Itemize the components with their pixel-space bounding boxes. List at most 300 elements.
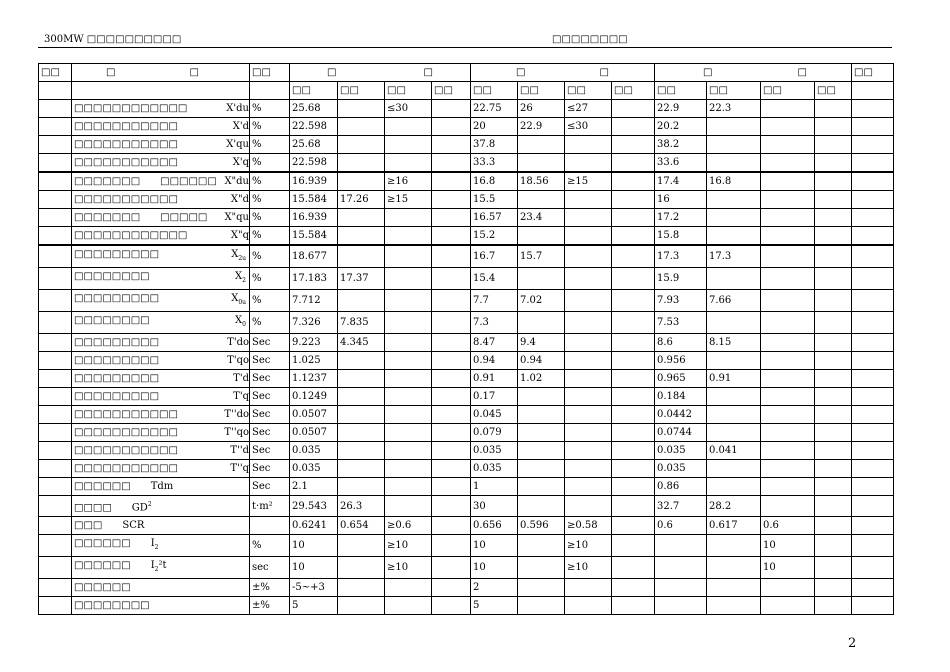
value-cell <box>338 535 385 557</box>
value-cell <box>612 227 655 246</box>
value-cell <box>432 172 471 191</box>
value-cell <box>815 118 852 136</box>
value-cell: 26.3 <box>338 496 385 517</box>
unit-cell: Sec <box>250 388 290 406</box>
remark-cell <box>852 442 894 460</box>
value-cell <box>707 460 761 478</box>
parameter-symbol: X"qu <box>224 212 249 223</box>
unit-cell: Sec <box>250 406 290 424</box>
value-cell <box>432 424 471 442</box>
parameter-name: □□□□□□□□□ <box>74 373 160 384</box>
parameter-cell <box>72 118 250 136</box>
value-cell: 0.041 <box>707 442 761 460</box>
value-cell: 7.7 <box>471 290 518 312</box>
parameter-name: □□□□□□□□□□□ <box>74 139 178 150</box>
value-cell <box>815 406 852 424</box>
value-cell: 37.8 <box>471 136 518 154</box>
value-cell: 10 <box>290 535 338 557</box>
value-cell <box>612 209 655 227</box>
subscript: 2 <box>154 544 159 552</box>
value-cell <box>761 100 815 118</box>
value-cell <box>707 597 761 615</box>
value-cell: 15.584 <box>290 191 338 209</box>
value-cell <box>518 312 565 334</box>
value-cell: 0.035 <box>290 442 338 460</box>
value-cell <box>707 268 761 290</box>
parameter-symbol: $X_0$ <box>235 315 246 328</box>
subheader-cell: □□ <box>761 82 815 100</box>
value-cell: 0.035 <box>655 442 707 460</box>
value-cell <box>385 312 432 334</box>
value-cell: 2.1 <box>290 478 338 496</box>
table-row <box>39 118 894 136</box>
parameter-cell <box>72 334 250 352</box>
value-cell <box>761 118 815 136</box>
value-cell <box>815 442 852 460</box>
unit-cell: ±% <box>250 597 290 615</box>
value-cell: 20.2 <box>655 118 707 136</box>
value-cell <box>565 388 612 406</box>
value-cell <box>612 352 655 370</box>
parameter-cell <box>72 191 250 209</box>
parameter-symbol: T'd <box>233 373 249 384</box>
value-cell: 0.94 <box>471 352 518 370</box>
value-cell: ≤30 <box>565 118 612 136</box>
value-cell <box>338 290 385 312</box>
row-number-cell <box>39 100 72 118</box>
value-cell <box>385 579 432 597</box>
parameter-name: □□□□□□□□□□□ <box>74 445 178 456</box>
parameter-cell <box>72 312 250 334</box>
value-cell <box>655 557 707 579</box>
value-cell <box>707 352 761 370</box>
value-cell: 25.68 <box>290 100 338 118</box>
unit-cell: % <box>250 245 290 268</box>
value-cell <box>338 172 385 191</box>
value-cell <box>612 388 655 406</box>
value-cell <box>815 268 852 290</box>
value-cell <box>432 290 471 312</box>
parameter-symbol: X'du <box>226 103 249 114</box>
table-row <box>39 496 894 517</box>
row-number-cell <box>39 517 72 535</box>
value-cell: 0.035 <box>471 460 518 478</box>
value-cell <box>432 579 471 597</box>
subheader-cell: □□ <box>815 82 852 100</box>
remark-cell <box>852 227 894 246</box>
table-row <box>39 352 894 370</box>
value-cell <box>385 154 432 173</box>
value-cell <box>385 245 432 268</box>
value-cell: 8.6 <box>655 334 707 352</box>
value-cell <box>761 424 815 442</box>
value-cell: 0.0507 <box>290 406 338 424</box>
parameter-name: □□□□□□ Tdm <box>74 481 174 492</box>
table-row <box>39 460 894 478</box>
value-cell <box>385 460 432 478</box>
value-cell: 0.035 <box>290 460 338 478</box>
row-number-cell <box>39 290 72 312</box>
unit-cell: Sec <box>250 424 290 442</box>
value-cell: 25.68 <box>290 136 338 154</box>
parameter-name: □□□□□□□□□□□□ <box>74 103 188 114</box>
value-cell <box>815 597 852 615</box>
value-cell: -5~+3 <box>290 579 338 597</box>
row-number-cell <box>39 312 72 334</box>
value-cell <box>338 370 385 388</box>
value-cell <box>518 424 565 442</box>
unit-cell <box>250 517 290 535</box>
parameter-symbol: T''do <box>224 409 249 420</box>
remark-cell <box>852 136 894 154</box>
row-number-cell <box>39 191 72 209</box>
parameter-cell <box>72 227 250 246</box>
value-cell <box>385 424 432 442</box>
value-cell <box>565 597 612 615</box>
value-cell <box>612 535 655 557</box>
value-cell <box>432 535 471 557</box>
table-row <box>39 154 894 173</box>
value-cell: 0.94 <box>518 352 565 370</box>
value-cell <box>338 406 385 424</box>
value-cell <box>815 557 852 579</box>
value-cell: 18.56 <box>518 172 565 191</box>
value-cell <box>707 227 761 246</box>
table-row <box>39 100 894 118</box>
col-header-unit: □□ <box>250 64 290 82</box>
remark-cell <box>852 172 894 191</box>
unit-cell: % <box>250 136 290 154</box>
value-cell: 9.223 <box>290 334 338 352</box>
header-row-1 <box>39 64 894 82</box>
value-cell: 26 <box>518 100 565 118</box>
subscript: 2u <box>238 255 246 262</box>
value-cell <box>761 136 815 154</box>
value-cell <box>565 478 612 496</box>
parameter-cell <box>72 535 250 557</box>
value-cell: 7.66 <box>707 290 761 312</box>
value-cell <box>707 154 761 173</box>
value-cell: ≥0.58 <box>565 517 612 535</box>
parameter-name-tail: ²t <box>158 560 167 572</box>
table-row <box>39 312 894 334</box>
row-number-cell <box>39 597 72 615</box>
remark-cell <box>852 478 894 496</box>
parameter-cell <box>72 517 250 535</box>
remark-cell <box>852 334 894 352</box>
row-number-cell <box>39 406 72 424</box>
value-cell <box>338 100 385 118</box>
value-cell: 30 <box>471 496 518 517</box>
header-cell-empty <box>250 82 290 100</box>
parameter-name: □□□□□□□□□□□ <box>74 427 178 438</box>
value-cell: 7.835 <box>338 312 385 334</box>
superscript: 2 <box>147 501 152 508</box>
row-number-cell <box>39 478 72 496</box>
value-cell <box>612 245 655 268</box>
value-cell <box>815 388 852 406</box>
table-row <box>39 136 894 154</box>
parameter-cell <box>72 478 250 496</box>
table-row <box>39 227 894 246</box>
row-number-cell <box>39 172 72 191</box>
table-row <box>39 442 894 460</box>
parameter-symbol: X"du <box>224 176 249 187</box>
parameter-name: □□□□□□□□ <box>74 600 150 612</box>
value-cell <box>432 268 471 290</box>
value-cell: 0.0507 <box>290 424 338 442</box>
unit-cell: % <box>250 118 290 136</box>
value-cell <box>432 406 471 424</box>
value-cell <box>338 118 385 136</box>
value-cell <box>612 290 655 312</box>
parameter-cell <box>72 370 250 388</box>
value-cell <box>815 517 852 535</box>
subheader-cell: □□ <box>385 82 432 100</box>
value-cell <box>385 136 432 154</box>
value-cell <box>815 496 852 517</box>
value-cell <box>432 191 471 209</box>
unit-cell: % <box>250 290 290 312</box>
parameter-name: □□□□□□□□□ <box>74 355 160 366</box>
value-cell: 15.4 <box>471 268 518 290</box>
value-cell: 15.5 <box>471 191 518 209</box>
value-cell <box>338 388 385 406</box>
value-cell <box>612 370 655 388</box>
parameter-cell <box>72 406 250 424</box>
value-cell: 33.3 <box>471 154 518 173</box>
value-cell <box>518 597 565 615</box>
value-cell <box>612 597 655 615</box>
value-cell <box>612 579 655 597</box>
value-cell <box>761 496 815 517</box>
row-number-cell <box>39 245 72 268</box>
subheader-cell: □□ <box>432 82 471 100</box>
value-cell: 0.6 <box>761 517 815 535</box>
value-cell <box>815 154 852 173</box>
value-cell: 33.6 <box>655 154 707 173</box>
value-cell: 1.02 <box>518 370 565 388</box>
value-cell <box>761 172 815 191</box>
value-cell: 16.7 <box>471 245 518 268</box>
header-row-2 <box>39 82 894 100</box>
value-cell: 8.47 <box>471 334 518 352</box>
value-cell <box>612 406 655 424</box>
row-number-cell <box>39 370 72 388</box>
value-cell <box>815 136 852 154</box>
parameter-name: □□□□ GD <box>74 502 148 514</box>
parameter-cell <box>72 245 250 268</box>
header-left: 300MW □□□□□□□□□□ <box>44 34 182 45</box>
parameter-name: □□□□□□□□□□□ <box>74 194 178 205</box>
value-cell <box>338 579 385 597</box>
row-number-cell <box>39 579 72 597</box>
value-cell <box>432 100 471 118</box>
value-cell <box>612 172 655 191</box>
value-cell <box>432 118 471 136</box>
value-cell <box>707 118 761 136</box>
subscript: 2 <box>154 566 159 574</box>
parameter-cell <box>72 154 250 173</box>
row-number-cell <box>39 388 72 406</box>
col-header-no: □□ <box>39 64 72 82</box>
value-cell <box>655 597 707 615</box>
remark-cell <box>852 154 894 173</box>
value-cell <box>565 334 612 352</box>
remark-cell <box>852 496 894 517</box>
value-cell: 0.035 <box>471 442 518 460</box>
remark-cell <box>852 406 894 424</box>
row-number-cell <box>39 352 72 370</box>
unit-cell: % <box>250 268 290 290</box>
value-cell: 15.9 <box>655 268 707 290</box>
value-cell: 16.8 <box>707 172 761 191</box>
parameter-name: □□□□□□□□□□□ <box>74 121 178 132</box>
col-header-group-3: □ □ <box>655 64 852 82</box>
value-cell <box>385 209 432 227</box>
value-cell <box>385 442 432 460</box>
value-cell <box>338 460 385 478</box>
value-cell <box>385 597 432 615</box>
remark-cell <box>852 290 894 312</box>
value-cell <box>815 334 852 352</box>
value-cell <box>612 478 655 496</box>
remark-cell <box>852 597 894 615</box>
parameter-name: □□□□□□□□□ <box>74 337 160 348</box>
value-cell <box>612 154 655 173</box>
value-cell <box>338 154 385 173</box>
parameter-cell <box>72 172 250 191</box>
value-cell: 7.02 <box>518 290 565 312</box>
value-cell <box>612 312 655 334</box>
unit-cell: % <box>250 209 290 227</box>
value-cell <box>815 172 852 191</box>
value-cell <box>385 406 432 424</box>
value-cell <box>338 209 385 227</box>
table-row <box>39 290 894 312</box>
value-cell <box>612 557 655 579</box>
value-cell: 16.939 <box>290 209 338 227</box>
parameter-cell <box>72 424 250 442</box>
unit-cell: Sec <box>250 442 290 460</box>
value-cell <box>707 136 761 154</box>
parameter-cell <box>72 136 250 154</box>
value-cell <box>565 209 612 227</box>
value-cell <box>761 579 815 597</box>
parameter-name: □□□□□□□□□□□ <box>74 157 178 168</box>
parameter-symbol: $X_2$ <box>235 271 246 284</box>
parameter-symbol: T'q <box>233 391 249 402</box>
value-cell <box>432 312 471 334</box>
col-header-group-2: □ □ <box>471 64 655 82</box>
value-cell: ≥10 <box>565 535 612 557</box>
unit-cell: % <box>250 154 290 173</box>
table-row <box>39 478 894 496</box>
value-cell <box>338 424 385 442</box>
value-cell <box>385 388 432 406</box>
parameter-name: □□□ SCR <box>74 520 145 532</box>
value-cell <box>518 191 565 209</box>
value-cell: 18.677 <box>290 245 338 268</box>
table-row <box>39 172 894 191</box>
value-cell <box>815 209 852 227</box>
parameter-symbol: $X_{0u}$ <box>231 293 246 306</box>
unit-cell: % <box>250 172 290 191</box>
value-cell <box>761 154 815 173</box>
value-cell <box>338 227 385 246</box>
value-cell: 10 <box>761 557 815 579</box>
value-cell <box>707 579 761 597</box>
value-cell <box>612 442 655 460</box>
unit-cell: % <box>250 191 290 209</box>
row-number-cell <box>39 557 72 579</box>
unit-cell: Sec <box>250 460 290 478</box>
generator-parameter-table <box>38 63 894 615</box>
unit-cell: t·m² <box>250 496 290 517</box>
value-cell: 7.3 <box>471 312 518 334</box>
value-cell <box>338 442 385 460</box>
value-cell: 9.4 <box>518 334 565 352</box>
value-cell <box>385 118 432 136</box>
table-row <box>39 388 894 406</box>
subscript: 0 <box>242 321 246 328</box>
col-header-item: □ □ <box>72 64 250 82</box>
value-cell <box>761 442 815 460</box>
value-cell: 29.543 <box>290 496 338 517</box>
remark-cell <box>852 424 894 442</box>
value-cell <box>385 268 432 290</box>
parameter-symbol: T''qo <box>224 427 249 438</box>
subscript: 0u <box>238 299 246 306</box>
value-cell: 0.617 <box>707 517 761 535</box>
subheader-cell: □□ <box>612 82 655 100</box>
value-cell <box>338 245 385 268</box>
remark-cell <box>852 245 894 268</box>
value-cell <box>761 268 815 290</box>
value-cell <box>815 579 852 597</box>
row-number-cell <box>39 227 72 246</box>
value-cell: 17.3 <box>655 245 707 268</box>
subheader-cell: □□ <box>471 82 518 100</box>
value-cell: 23.4 <box>518 209 565 227</box>
row-number-cell <box>39 268 72 290</box>
value-cell: 2 <box>471 579 518 597</box>
value-cell: 1 <box>471 478 518 496</box>
unit-cell: % <box>250 227 290 246</box>
header-cell-empty <box>72 82 250 100</box>
row-number-cell <box>39 136 72 154</box>
header-right: □□□□□□□□ <box>552 34 628 45</box>
value-cell <box>518 154 565 173</box>
value-cell <box>518 227 565 246</box>
value-cell <box>432 388 471 406</box>
value-cell <box>565 460 612 478</box>
value-cell: 20 <box>471 118 518 136</box>
remark-cell <box>852 460 894 478</box>
table-row <box>39 334 894 352</box>
value-cell: 17.2 <box>655 209 707 227</box>
parameter-name: □□□□□□ I <box>74 560 155 572</box>
value-cell <box>612 118 655 136</box>
table-row <box>39 579 894 597</box>
value-cell: 0.1249 <box>290 388 338 406</box>
unit-cell: Sec <box>250 478 290 496</box>
parameter-name: □□□□□□□□□□□□ <box>74 230 188 241</box>
parameter-symbol: T'do <box>227 337 249 348</box>
value-cell <box>565 268 612 290</box>
value-cell: 17.26 <box>338 191 385 209</box>
value-cell: 0.184 <box>655 388 707 406</box>
